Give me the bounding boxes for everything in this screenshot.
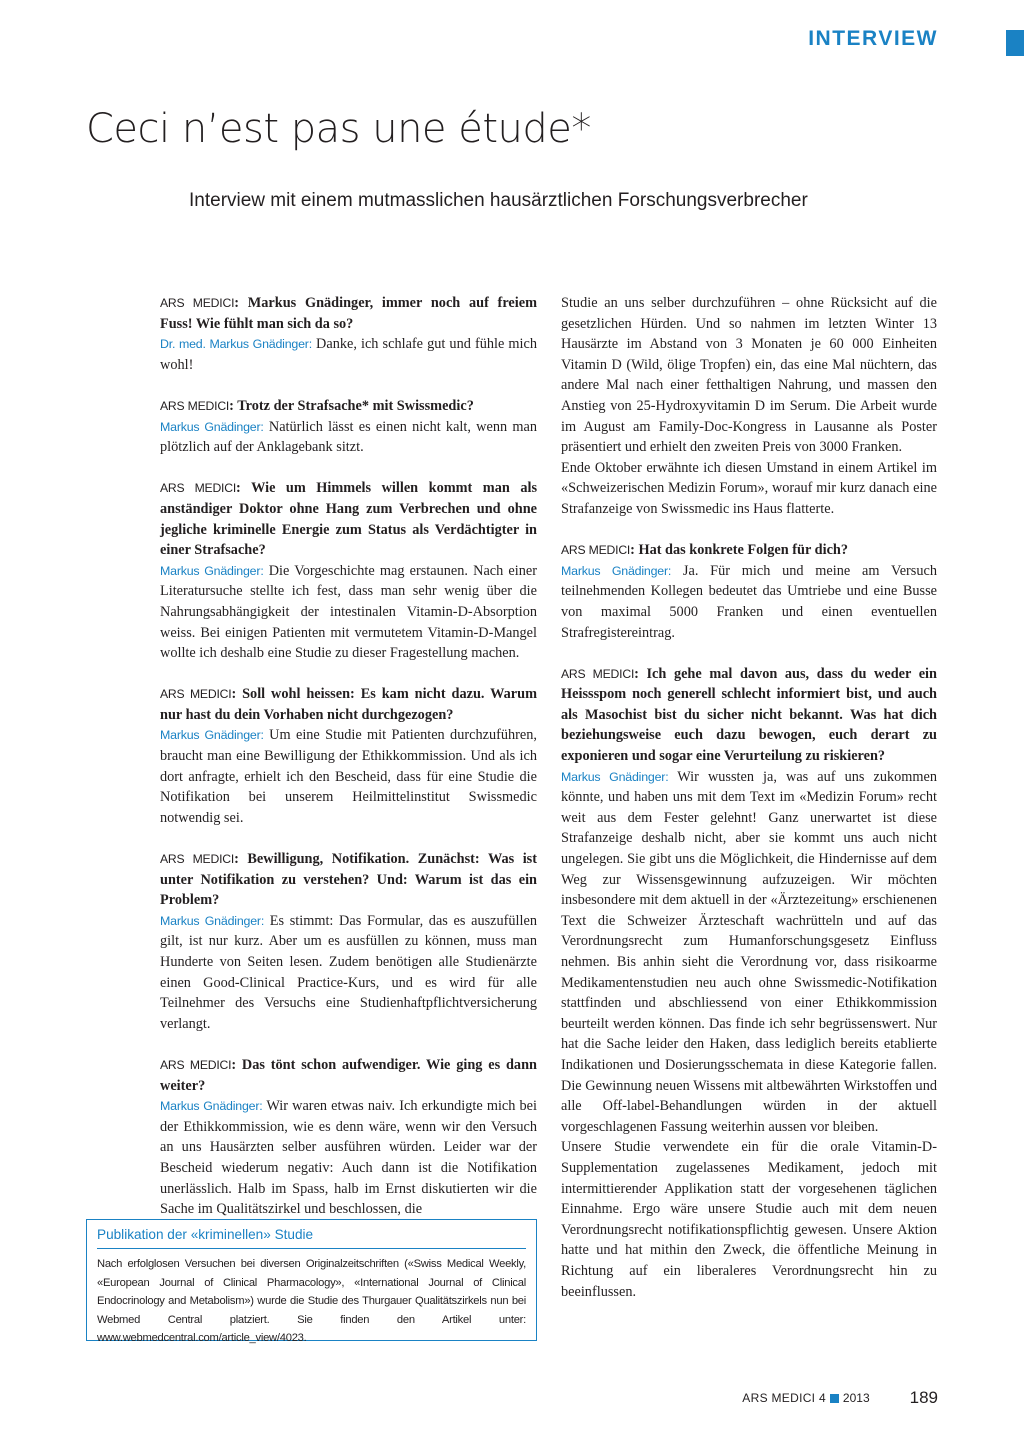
- paragraph: Unsere Studie verwendete ein für die orale Vitamin-D-Supplementation zugelassenes Medikament, jedoch mit intermittierender Applikation statt der vorgesehenen täglichen Einnahme. Ergo wäre unsere Studie auch mit dem neuen Verordnungsrecht notifikationspflichtig gewesen. Unsere Aktion hatte und hat mithin den Zweck, die öffentliche Meinung in Richtung auf ein liberaleres Verordnungsrecht hin zu beeinflussen.: [561, 1139, 937, 1300]
- respondent-label: Markus Gnädinger: [561, 563, 668, 578]
- info-box: [86, 1219, 537, 1344]
- answer: Markus Gnädinger: Um eine Studie mit Patienten durchzuführen, braucht man eine Bewilligung der Ethikkommission. Und als ich dort anfragte, erhielt ich den Bescheid, dass für eine Studie die Notifikation bei unserem Heilmittelinstitut Swissmedic notwendig sei.: [160, 727, 537, 826]
- answer-text: Wir waren etwas naiv. Ich erkundigte mich bei der Ethikkommission, wie es denn wäre, wenn wir den Versuch an uns Hausärzten selber ausführen würden. Leider war der Bescheid wiederum negativ: Auch dann ist die Notifikation unerlässlich. Halb im Spass, halb im Ernst diskutierten wir die Sache im Qualitätszirkel und beschlossen, die: [160, 1098, 537, 1218]
- page-footer: [742, 1388, 938, 1408]
- answer: Markus Gnädinger: Es stimmt: Das Formular, das es auszufüllen gilt, ist nur kurz. Aber um es ausfüllen zu können, muss man Hunderte von Seiten lesen. Zudem benötigen alle Studienärzte einen Good-Clinical Practice-Kurs, und es wird für alle Teilnehmer des Versuchs eine Studienhaftpflichtversicherung verlangt.: [160, 912, 537, 1032]
- left-column: [160, 293, 537, 1220]
- interviewer-label: ARS MEDICI: [160, 1057, 232, 1072]
- interviewer-label: ARS MEDICI: [160, 687, 232, 702]
- qa-block: [561, 664, 937, 1302]
- question: ARS MEDICI: Das tönt schon aufwendiger. Wie ging es dann weiter?: [160, 1056, 537, 1094]
- answer: Markus Gnädinger: Wir wussten ja, was auf uns zukommen könnte, und haben uns mit dem Text im «Medizin Forum» recht weit aus dem Fester gelehnt! Ganz unerwartet ist diese Strafanzeige deshalb nicht, aber sie kommt uns auch nicht ungelegen. Sie gibt uns die Möglichkeit, die Hindernisse auf dem Weg zur Wissensgewinnung aufzuzeigen. Wir möchten insbesondere mit dem aktuell in der «Ärztezeitung» erschienenen Text die Schweizer Ärzteschaft wachrütteln und auf das Verordnungsrecht zum Humanforschungsgesetz Einfluss nehmen. Bis anhin sieht die Verordnung vor, dass risikoarme Medikamentenstudien neu auch ohne Swissmedic-Notifikation stattfinden und abschliessend von einer Ethikkommission beurteilt werden können. Das finde ich sehr begrüssenswert. Nur hat die Sache leider den Haken, dass lediglich bereits etablierte Indikationen und Dosierungsschemata in diese Kategorie fallen. Die Gewinnung neuen Wissens mit altbewährten Wirkstoffen und alle Off-label-Behandlungen würden in der aktuell vorgeschlagenen Fassung weiterhin aussen vor bleiben.: [561, 768, 937, 1135]
- answer-text: Wir wussten ja, was auf uns zukommen könnte, und haben uns mit dem Text im «Medizin Forum» recht weit aus dem Fester gelehnt! Ganz unerwartet ist diese Strafanzeige deshalb nicht, aber sie kommt uns auch nicht ungelegen. Sie gibt uns die Möglichkeit, die Hindernisse auf dem Weg zur Wissensgewinnung aufzuzeigen. Wir möchten insbesondere mit dem aktuell in der «Ärztezeitung» erschienenen Text die Schweizer Ärzteschaft wachrütteln und auf das Verordnungsrecht zum Humanforschungsgesetz Einfluss nehmen. Bis anhin sieht die Verordnung vor, dass risikoarme Medikamentenstudien neu auch ohne Swissmedic-Notifikation stattfinden und abschliessend von einer Ethikkommission beurteilt werden können. Das finde ich sehr begrüssenswert. Nur hat die Sache leider den Haken, dass lediglich bereits etablierte Indikationen und Dosierungsschemata in diese Kategorie fallen. Die Gewinnung neuen Wissens mit altbewährten Wirkstoffen und alle Off-label-Behandlungen würden in der aktuell vorgeschlagenen Fassung weiterhin aussen vor bleiben.: [561, 768, 937, 1135]
- interviewer-label: ARS MEDICI: [561, 543, 631, 558]
- issue-year: 2013: [842, 1391, 870, 1405]
- respondent-label: Markus Gnädinger: [160, 563, 261, 578]
- qa-block: [160, 684, 537, 828]
- magazine-name: ARS MEDICI 4: [742, 1391, 826, 1405]
- question: ARS MEDICI: Wie um Himmels willen kommt man als anständiger Doktor ohne Hang zum Verbrechen und ohne jegliche kriminelle Energie zum Status als Verdächtigter in einer Strafsache?: [160, 480, 538, 559]
- respondent-label: Markus Gnädinger: [160, 913, 261, 928]
- answer: Markus Gnädinger: Natürlich lässt es einen nicht kalt, wenn man plötzlich auf der Anklagebank sitzt.: [160, 418, 537, 456]
- corner-marker: [1006, 30, 1024, 56]
- question: ARS MEDICI: Bewilligung, Notifikation. Zunächst: Was ist unter Notifikation zu verstehen? Und: Warum ist das ein Problem?: [160, 851, 538, 909]
- paragraph: Studie an uns selber durchzuführen – ohne Rücksicht auf die gesetzlichen Hürden. Und so nahmen im letzten Winter 13 Hausärzte im Abstand von 3 Monaten je 60 000 Einheiten Vitamin D (Wild, ölige Tropfen) ein, das eine Mal nüchtern, das andere Mal nach einer fetthaltigen Nahrung, und massen den Anstieg von 25-Hydroxyvitamin D im Serum. Die Arbeit wurde im August am Family-Doc-Kongress in Lausanne als Poster präsentiert und erhielt den zweiten Preis von 3000 Franken.: [561, 295, 937, 456]
- answer: Dr. med. Markus Gnädinger: Danke, ich schlafe gut und fühle mich wohl!: [160, 336, 537, 373]
- answer-text: Natürlich lässt es einen nicht kalt, wenn man plötzlich auf der Anklagebank sitzt.: [160, 418, 537, 456]
- answer-text: Danke, ich schlafe gut und fühle mich wohl!: [160, 336, 537, 373]
- interviewer-label: ARS MEDICI: [160, 481, 237, 496]
- question: ARS MEDICI: Soll wohl heissen: Es kam nicht dazu. Warum nur hast du dein Vorhaben nicht durchgezogen?: [160, 686, 537, 723]
- info-box-title: Publikation der «kriminellen» Studie: [97, 1227, 526, 1249]
- respondent-label: Markus Gnädinger: [160, 1099, 260, 1114]
- answer-text: Ja. Für mich und meine am Versuch teilnehmenden Kollegen bedeutet das Umtriebe und eine Busse von maximal 5000 Franken und einen eventuellen Strafregistereintrag.: [561, 562, 938, 641]
- footer-square-icon: [830, 1394, 839, 1403]
- page-number: 189: [909, 1388, 938, 1407]
- respondent-label: Dr. med. Markus Gnädinger: [160, 337, 309, 352]
- answer-text: Um eine Studie mit Patienten durchzuführen, braucht man eine Bewilligung der Ethikkommission. Und als ich dort anfragte, erhielt ich den Bescheid, dass für eine Studie die Notifikation bei unserem Heilmittelinstitut Swissmedic notwendig sei.: [160, 727, 537, 826]
- answer-text: Es stimmt: Das Formular, das es auszufüllen gilt, ist nur kurz. Aber um es ausfüllen zu können, muss man Hunderte von Seiten lesen. Zudem benötigen alle Studienärzte einen Good-Clinical Practice-Kurs, und es wird für alle Teilnehmer des Versuchs eine Studienhaftpflichtversicherung verlangt.: [160, 912, 537, 1032]
- interviewer-label: ARS MEDICI: [160, 398, 230, 413]
- section-label: INTERVIEW: [808, 27, 938, 50]
- interviewer-label: ARS MEDICI: [561, 666, 635, 681]
- interviewer-label: ARS MEDICI: [160, 296, 235, 310]
- qa-block: [160, 293, 537, 375]
- qa-block: [160, 1055, 537, 1220]
- question-text: Soll wohl heissen: Es kam nicht dazu. Warum nur hast du dein Vorhaben nicht durchgezogen?: [160, 686, 537, 723]
- article-title: Ceci n’est pas une étude*: [86, 106, 591, 152]
- question: ARS MEDICI: Trotz der Strafsache* mit Swissmedic?: [160, 397, 474, 414]
- question-text: Hat das konkrete Folgen für dich?: [638, 542, 849, 559]
- respondent-label: Markus Gnädinger: [160, 728, 261, 743]
- qa-block: [160, 478, 537, 663]
- paragraph: Ende Oktober erwähnte ich diesen Umstand in einem Artikel im «Schweizerischen Medizin Forum», worauf mir kurz danach eine Strafanzeige von Swissmedic ins Haus flatterte.: [561, 459, 937, 517]
- question: ARS MEDICI: Ich gehe mal davon aus, dass du weder ein Heissspom noch generell schlecht informiert bist, und auch als Masochist bist du sicher nicht bekannt. Was hat dich beziehungsweise euch dazu bewogen, euch derart zu exponieren und sogar eine Verurteilung zu riskieren?: [561, 665, 937, 765]
- interviewer-label: ARS MEDICI: [160, 852, 235, 867]
- article-subtitle: Interview mit einem mutmasslichen hausärztlichen Forschungsverbrecher: [189, 190, 808, 211]
- qa-block: [160, 849, 537, 1034]
- respondent-label: Markus Gnädinger: [160, 419, 261, 434]
- answer: Markus Gnädinger: Die Vorgeschichte mag erstaunen. Nach einer Literatursuche stellte ich fest, dass man sehr wenig über die Nahrungsabhängigkeit der intestinalen Vitamin-D-Absorption weiss. Bei einigen Patienten mit vermutetem Vitamin-D-Mangel wollte ich deshalb eine Studie zu dieser Fragestellung machen.: [160, 562, 538, 662]
- right-column: [561, 293, 937, 1302]
- answer: Markus Gnädinger: Wir waren etwas naiv. Ich erkundigte mich bei der Ethikkommission, wie es denn wäre, wenn wir den Versuch an uns Hausärzten selber ausführen würden. Leider war der Bescheid wiederum negativ: Auch dann ist die Notifikation unerlässlich. Halb im Spass, halb im Ernst diskutierten wir die Sache im Qualitätszirkel und beschlossen, die: [160, 1098, 537, 1218]
- qa-block: [160, 396, 537, 458]
- answer: Markus Gnädinger: Ja. Für mich und meine am Versuch teilnehmenden Kollegen bedeutet das Umtriebe und eine Busse von maximal 5000 Franken und einen eventuellen Strafregistereintrag.: [561, 562, 938, 641]
- info-box-text: Nach erfolglosen Versuchen bei diversen Originalzeitschriften («Swiss Medical Weekly, «European Journal of Clinical Pharmacology», «International Journal of Clinical Endocrinology and Metabolism») wurde die Studie des Thurgauer Qualitätszirkels nun bei Webmed Central platziert. Sie finden den Artikel unter: www.webmedcentral.com/article_view/4023.: [97, 1258, 526, 1344]
- qa-block: [561, 540, 937, 643]
- question-text: Markus Gnädinger, immer noch auf freiem Fuss! Wie fühlt man sich da so?: [160, 295, 537, 332]
- question-text: Trotz der Strafsache* mit Swissmedic?: [237, 397, 474, 414]
- question: ARS MEDICI: Markus Gnädinger, immer noch auf freiem Fuss! Wie fühlt man sich da so?: [160, 295, 537, 332]
- question-text: Bewilligung, Notifikation. Zunächst: Was ist unter Notifikation zu verstehen? Und: Warum ist das ein Problem?: [160, 851, 538, 909]
- respondent-label: Markus Gnädinger: [561, 769, 666, 784]
- question-text: Wie um Himmels willen kommt man als anständiger Doktor ohne Hang zum Verbrechen und ohne jegliche kriminelle Energie zum Status als Verdächtigter in einer Strafsache?: [160, 480, 538, 559]
- question: ARS MEDICI: Hat das konkrete Folgen für dich?: [561, 542, 849, 559]
- question-text: Ich gehe mal davon aus, dass du weder ein Heissspom noch generell schlecht informiert bist, und auch als Masochist bist du sicher nicht bekannt. Was hat dich beziehungsweise euch dazu bewogen, euch derart zu exponieren und sogar eine Verurteilung zu riskieren?: [561, 665, 937, 765]
- answer-text: Die Vorgeschichte mag erstaunen. Nach einer Literatursuche stellte ich fest, dass man sehr wenig über die Nahrungsabhängigkeit der intestinalen Vitamin-D-Absorption weiss. Bei einigen Patienten mit vermutetem Vitamin-D-Mangel wollte ich deshalb eine Studie zu dieser Fragestellung machen.: [160, 562, 538, 662]
- question-text: Das tönt schon aufwendiger. Wie ging es dann weiter?: [160, 1056, 537, 1094]
